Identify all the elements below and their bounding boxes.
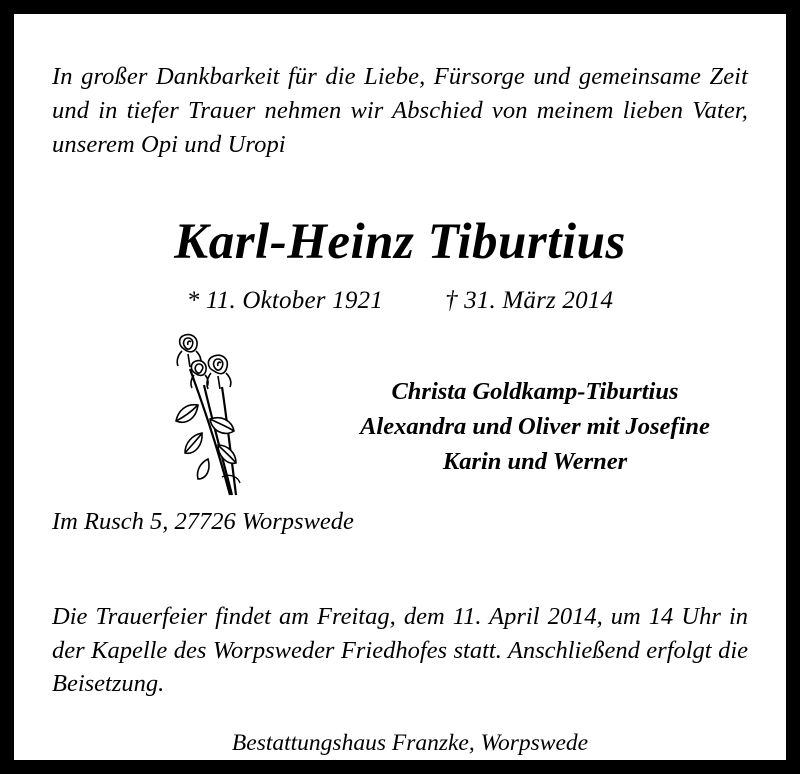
funeral-home: Bestattungshaus Franzke, Worpswede [231,730,589,757]
family-name-line: Karin und Werner [442,447,628,475]
notice-inner-frame [14,14,786,760]
birth-date: * 11. Oktober 1921 [186,287,383,315]
deceased-name: Karl-Heinz Tiburtius [174,214,626,271]
family-name-line: Christa Goldkamp-Tiburtius [391,378,679,406]
family-names [320,375,750,479]
rose-bouquet-icon [152,327,302,502]
family-name-line: Alexandra und Oliver mit Josefine [360,413,710,441]
intro-text: In großer Dankbarkeit für die Liebe, Fürsorge und gemeinsame Zeit und in tiefer Trauer nehmen wir Abschied von meinem lieben Vater, unserem Opi und Uropi [52,63,748,158]
ornament-and-family [48,321,752,506]
address-line: Im Rusch 5, 27726 Worpswede [52,508,354,536]
life-dates [48,287,752,315]
death-date: † 31. März 2014 [444,287,614,315]
ceremony-details: Die Trauerfeier findet am Freitag, dem 11. April 2014, um 14 Uhr in der Kapelle des Worpsweder Friedhofes statt. Anschließend erfolgt die Beisetzung. [52,603,748,698]
